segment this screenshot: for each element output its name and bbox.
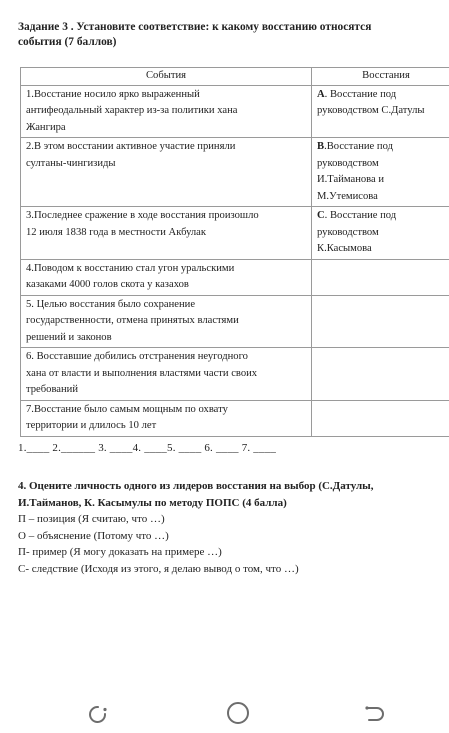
event-cell: 1.Восстание носило ярко выраженный антифеодальный характер из-за политики хана Жангира <box>21 85 312 138</box>
task4-title-line2: И.Тайманов, К. Касымулы по методу ПОПС (4 балла) <box>18 496 287 509</box>
uprising-cell: С. Восстание под руководством К.Касымова <box>312 207 449 260</box>
table-row <box>21 400 449 436</box>
android-navigation-bar <box>0 690 449 733</box>
answer-blanks: 1.____ 2.______ 3. ____4. ____5. ____ 6. ____ 7. ____ <box>18 442 277 454</box>
uprising-letter: А <box>317 88 325 100</box>
task3-title <box>18 20 448 50</box>
header-uprisings: Восстания <box>312 68 449 86</box>
table-row <box>21 295 449 348</box>
header-events: События <box>21 68 312 86</box>
uprising-letter: В <box>317 141 325 152</box>
method-line-explanation: О – объяснение (Потому что …) <box>18 529 169 542</box>
task4-section <box>18 478 449 578</box>
task3-title-line2: события (7 баллов) <box>18 36 117 48</box>
uprising-cell: А. Восстание под руководством С.Датулы <box>312 85 449 138</box>
task3-title-line1: Задание 3 . Установите соответствие: к какому восстанию относятся <box>18 21 372 33</box>
method-line-position: П – позиция (Я считаю, что …) <box>18 513 165 526</box>
matching-table <box>20 67 449 437</box>
event-cell: 5. Целью восстания было сохранение государственности, отмена принятых властями решений и законов <box>21 295 312 348</box>
table-header-row <box>21 68 449 86</box>
table-row <box>21 348 449 401</box>
table-row <box>21 85 449 138</box>
uprising-cell-empty <box>312 259 449 295</box>
uprising-cell-empty <box>312 400 449 436</box>
uprising-letter: С <box>317 210 325 221</box>
back-icon[interactable] <box>361 702 389 724</box>
event-cell: 7.Восстание было самым мощным по охвату территории и длилось 10 лет <box>21 400 312 436</box>
table-row <box>21 207 449 260</box>
uprising-cell-empty <box>312 295 449 348</box>
method-line-consequence: С- следствие (Исходя из этого, я делаю вывод о том, что …) <box>18 562 299 575</box>
home-icon[interactable] <box>224 702 252 724</box>
uprising-cell-empty <box>312 348 449 401</box>
recent-apps-icon[interactable] <box>84 702 112 724</box>
table-row <box>21 259 449 295</box>
event-cell: 2.В этом восстании активное участие приняли султаны-чингизиды <box>21 138 312 207</box>
uprising-cell: В.Восстание под руководством И.Тайманова и М.Утемисова <box>312 138 449 207</box>
task4-title-line1: 4. Оцените личность одного из лидеров восстания на выбор (С.Датулы, <box>18 480 374 492</box>
event-cell: 3.Последнее сражение в ходе восстания произошло 12 июля 1838 года в местности Акбулак <box>21 207 312 260</box>
event-cell: 6. Восставшие добились отстранения неугодного хана от власти и выполнения властями части своих требований <box>21 348 312 401</box>
table-row <box>21 138 449 207</box>
event-cell: 4.Поводом к восстанию стал угон уральскими казаками 4000 голов скота у казахов <box>21 259 312 295</box>
method-line-example: П- пример (Я могу доказать на примере …) <box>18 546 222 559</box>
